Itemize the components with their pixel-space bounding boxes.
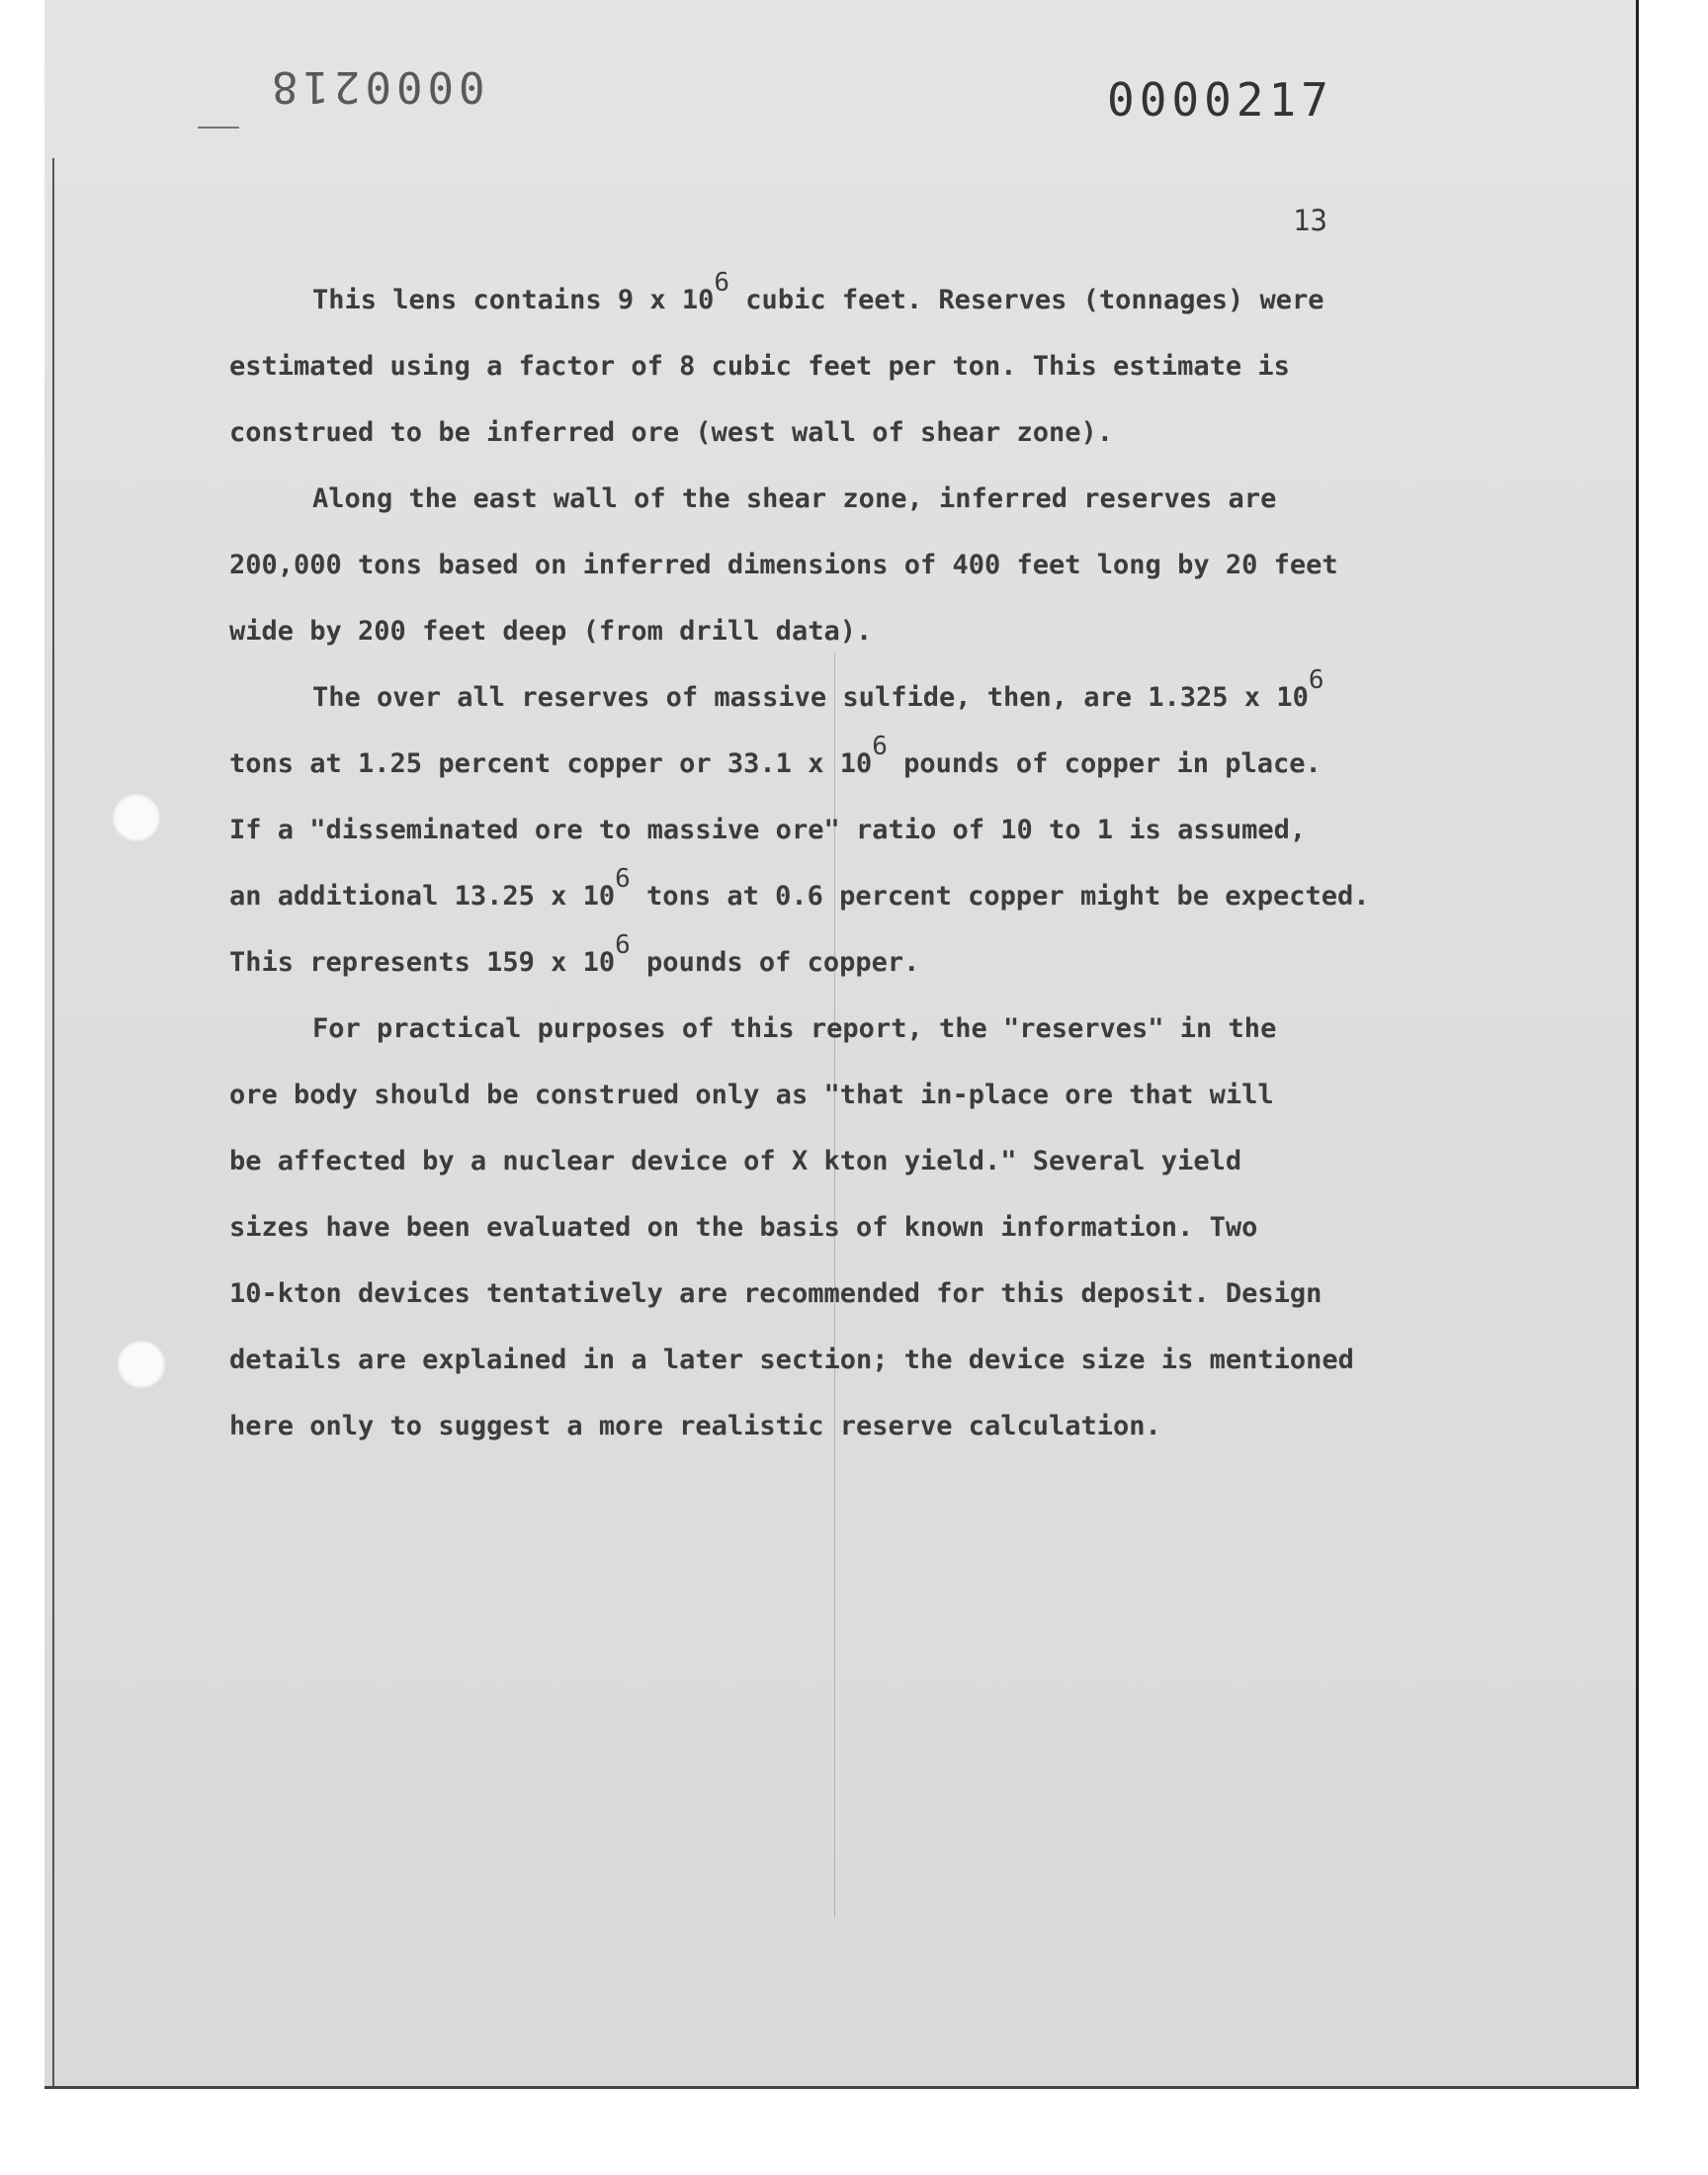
superscript: 6 xyxy=(615,930,631,960)
punch-hole xyxy=(117,1340,166,1389)
text-line: construed to be inferred ore (west wall of shear zone). xyxy=(229,417,1114,448)
text-line: For practical purposes of this report, the "reserves" in the xyxy=(312,1013,1277,1044)
document-id-stamp-inverted: 0000218 xyxy=(267,61,485,112)
text-line: 200,000 tons based on inferred dimensions of 400 feet long by 20 feet xyxy=(229,550,1338,580)
superscript: 6 xyxy=(714,268,730,298)
paragraph xyxy=(229,267,1445,466)
report-body xyxy=(229,267,1445,1459)
text-line: 10-kton devices tentatively are recommended for this deposit. Design xyxy=(229,1278,1323,1309)
text-line: ore body should be construed only as "that in-place ore that will xyxy=(229,1080,1274,1110)
text-line: The over all reserves of massive sulfide, then, are 1.325 x 106 xyxy=(312,665,1324,713)
text-line: Along the east wall of the shear zone, inferred reserves are xyxy=(312,483,1277,514)
paragraph xyxy=(229,664,1445,996)
stamp-mark xyxy=(198,127,239,129)
text-line: an additional 13.25 x 106 tons at 0.6 percent copper might be expected. xyxy=(229,864,1370,912)
text-line: If a "disseminated ore to massive ore" ratio of 10 to 1 is assumed, xyxy=(229,815,1307,845)
text-line: This represents 159 x 106 pounds of copper. xyxy=(229,930,920,978)
page-number: 13 xyxy=(1293,204,1327,237)
text-line: here only to suggest a more realistic reserve calculation. xyxy=(229,1411,1161,1441)
paragraph xyxy=(229,466,1445,664)
sheet-edge xyxy=(52,158,54,2086)
punch-hole xyxy=(112,793,161,842)
text-line: estimated using a factor of 8 cubic feet per ton. This estimate is xyxy=(229,351,1290,382)
text-line: This lens contains 9 x 106 cubic feet. Reserves (tonnages) were xyxy=(312,268,1324,315)
text-line: wide by 200 feet deep (from drill data). xyxy=(229,616,873,647)
text-line: tons at 1.25 percent copper or 33.1 x 106 pounds of copper in place. xyxy=(229,732,1322,779)
paragraph xyxy=(229,996,1445,1459)
document-id-stamp: 0000217 xyxy=(1107,73,1333,127)
superscript: 6 xyxy=(615,864,631,894)
text-line: be affected by a nuclear device of X kton yield." Several yield xyxy=(229,1146,1242,1176)
text-line: details are explained in a later section; the device size is mentioned xyxy=(229,1345,1354,1375)
text-line: sizes have been evaluated on the basis of known information. Two xyxy=(229,1212,1258,1243)
superscript: 6 xyxy=(872,732,888,761)
superscript: 6 xyxy=(1308,665,1324,695)
